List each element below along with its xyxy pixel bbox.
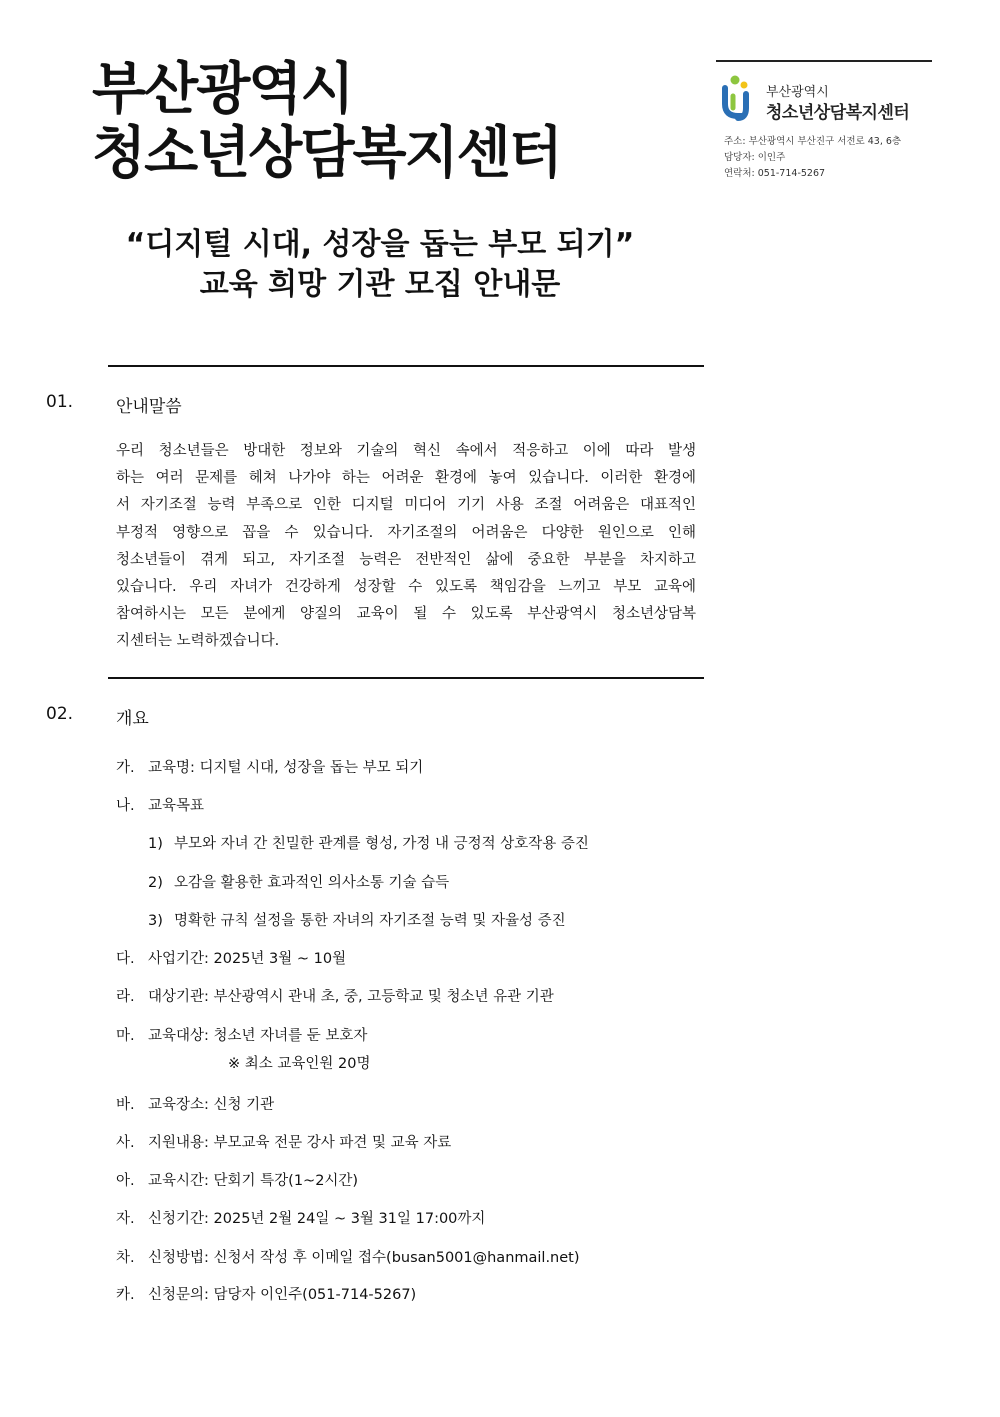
logo-name-small: 부산광역시 [766, 85, 829, 100]
address-text: 주소: 부산광역시 부산진구 서전로 43, 6층 [724, 136, 902, 147]
intro-line: 참여하시는 모든 분에게 양질의 교육이 될 수 있도록 부산광역시 청소년상담복 [116, 606, 696, 623]
item-marker: 카. [116, 1287, 135, 1303]
organization-title-line2: 청소년상담복지센터 [92, 121, 561, 186]
intro-line: 부정적 영향으로 꼽을 수 있습니다. 자기조절의 어려움은 다양한 원인으로 인해 [116, 524, 696, 541]
section1-number: 01. [46, 392, 74, 412]
item-marker: 사. [116, 1135, 135, 1151]
logo-divider [716, 60, 932, 62]
section2-number: 02. [46, 704, 74, 724]
overview-item-application-period [116, 1209, 485, 1229]
item-text: 신청기간: 2025년 2월 24일 ~ 3월 31일 17:00까지 [148, 1211, 486, 1227]
item-marker: 2) [148, 875, 163, 891]
document-title-line2: 교육 희망 기관 모집 안내문 [199, 267, 561, 302]
contact-info [724, 134, 901, 182]
goal-item-3 [148, 911, 566, 931]
contact-person-text: 담당자: 이인주 [724, 152, 786, 163]
item-marker: 바. [116, 1097, 135, 1113]
section-divider-2 [108, 677, 704, 679]
item-text: 교육대상: 청소년 자녀를 둔 보호자 [148, 1028, 368, 1044]
item-marker: 마. [116, 1028, 135, 1044]
item-text: 교육명: 디지털 시대, 성장을 돕는 부모 되기 [148, 760, 424, 776]
item-text: 명확한 규칙 설정을 통한 자녀의 자기조절 능력 및 자율성 증진 [174, 913, 566, 929]
overview-item-inquiry [116, 1285, 416, 1305]
goal-item-1 [148, 834, 589, 854]
overview-item-period [116, 949, 346, 969]
section2-title: 개요 [116, 709, 149, 729]
overview-item-location [116, 1095, 274, 1115]
item-marker: 나. [116, 798, 135, 814]
item-text: 부모와 자녀 간 친밀한 관계를 형성, 가정 내 긍정적 상호작용 증진 [174, 836, 589, 852]
logo-name-large: 청소년상담복지센터 [766, 103, 910, 123]
section-divider-1 [108, 365, 704, 367]
overview-item-support [116, 1133, 451, 1153]
item-marker: 라. [116, 989, 135, 1005]
overview-item-goals [116, 796, 204, 816]
overview-item-target-institutions [116, 987, 554, 1007]
item-marker: 3) [148, 913, 163, 929]
overview-item-audience [116, 1026, 367, 1046]
center-logo-icon [722, 72, 756, 122]
item-text: 오감을 활용한 효과적인 의사소통 기술 습득 [174, 875, 450, 891]
item-text: 대상기관: 부산광역시 관내 초, 중, 고등학교 및 청소년 유관 기관 [148, 989, 554, 1005]
item-marker: 차. [116, 1250, 135, 1266]
item-marker: 아. [116, 1173, 135, 1189]
item-text: 신청방법: 신청서 작성 후 이메일 접수(busan5001@hanmail.net) [148, 1250, 580, 1266]
document-title [100, 225, 660, 305]
phone-text: 연락처: 051-714-5267 [724, 168, 826, 179]
item-text: 교육시간: 단회기 특강(1~2시간) [148, 1173, 359, 1189]
intro-line: 지센터는 노력하겠습니다. [116, 633, 280, 650]
intro-line: 서 자기조절 능력 부족으로 인한 디지털 미디어 기기 사용 조절 어려움은 대표적인 [116, 497, 696, 514]
intro-paragraph [116, 438, 696, 656]
item-marker: 자. [116, 1211, 135, 1227]
document-title-line1: “디지털 시대, 성장을 돕는 부모 되기” [125, 227, 635, 262]
overview-item-application-method [116, 1248, 580, 1268]
item-text: 신청문의: 담당자 이인주(051-714-5267) [148, 1287, 417, 1303]
item-text: 교육목표 [148, 798, 205, 814]
item-text: 사업기간: 2025년 3월 ~ 10월 [148, 951, 347, 967]
item-marker: 가. [116, 760, 135, 776]
organization-title-line1: 부산광역시 [92, 57, 353, 122]
goal-item-2 [148, 873, 449, 893]
intro-line: 있습니다. 우리 자녀가 건강하게 성장할 수 있도록 책임감을 느끼고 부모 교육에 [116, 578, 696, 595]
overview-item-duration [116, 1171, 358, 1191]
item-marker: 1) [148, 836, 163, 852]
organization-title [92, 58, 561, 186]
minimum-participants-note: ※ 최소 교육인원 20명 [228, 1056, 371, 1072]
item-marker: 다. [116, 951, 135, 967]
intro-line: 하는 여러 문제를 헤쳐 나가야 하는 어려운 환경에 놓여 있습니다. 이러한 환경에 [116, 470, 696, 487]
overview-item-education-name [116, 758, 423, 778]
intro-line: 청소년들이 겪게 되고, 자기조절 능력은 전반적인 삶에 중요한 부분을 차지하고 [116, 551, 696, 568]
item-text: 교육장소: 신청 기관 [148, 1097, 275, 1113]
item-text: 지원내용: 부모교육 전문 강사 파견 및 교육 자료 [148, 1135, 452, 1151]
intro-line: 우리 청소년들은 방대한 정보와 기술의 혁신 속에서 적응하고 이에 따라 발생 [116, 443, 696, 459]
section1-title: 안내말씀 [116, 397, 182, 417]
